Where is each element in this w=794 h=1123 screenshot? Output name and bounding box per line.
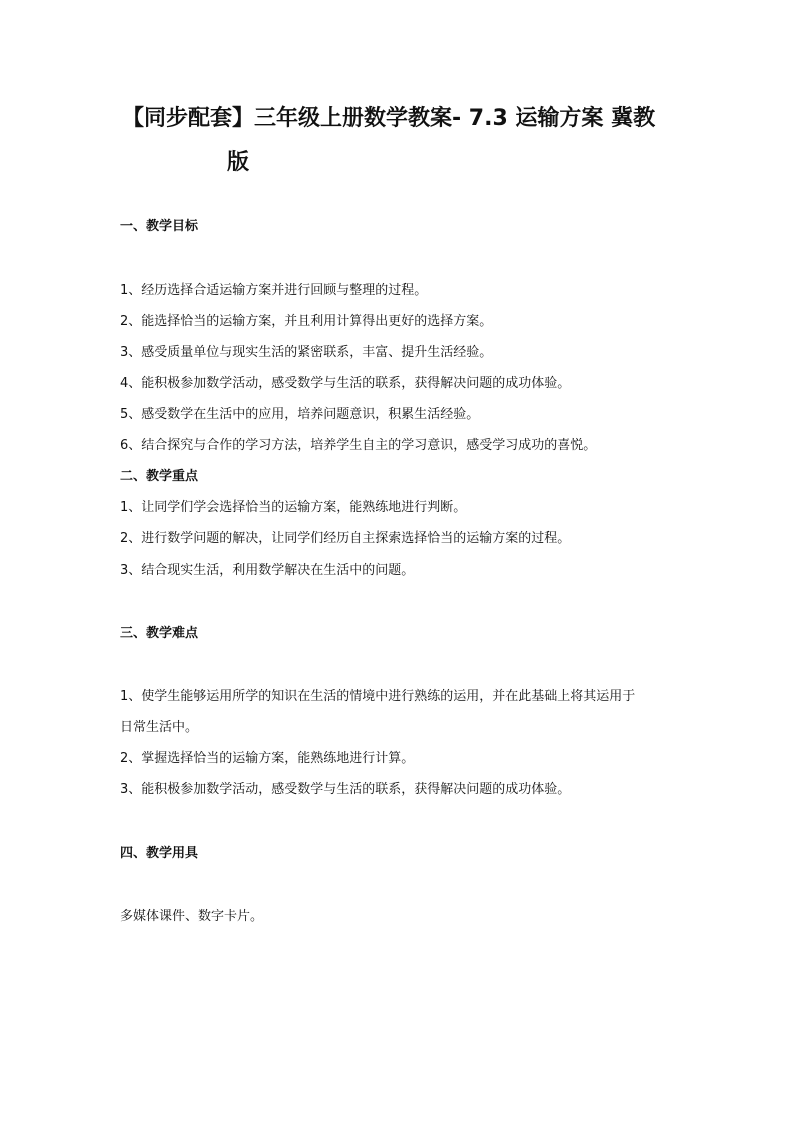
goal-item-5: 5、感受数学在生活中的应用，培养问题意识，积累生活经验。 <box>120 407 480 422</box>
key-point-item-1: 1、让同学们学会选择恰当的运输方案，能熟练地进行判断。 <box>120 500 467 515</box>
document-title: 【同步配套】三年级上册数学教案- 7.3 运输方案 冀教 <box>122 106 656 131</box>
difficulty-item-2: 2、掌握选择恰当的运输方案，能熟练地进行计算。 <box>120 751 415 766</box>
section-heading-tools: 四、教学用具 <box>120 846 199 861</box>
key-point-item-3: 3、结合现实生活，利用数学解决在生活中的问题。 <box>120 563 415 578</box>
difficulty-item-3: 3、能积极参加数学活动，感受数学与生活的联系，获得解决问题的成功体验。 <box>120 782 571 797</box>
goal-item-6: 6、结合探究与合作的学习方法，培养学生自主的学习意识，感受学习成功的喜悦。 <box>120 438 597 453</box>
difficulty-item-1: 1、使学生能够运用所学的知识在生活的情境中进行熟练的运用，并在此基础上将其运用于 <box>120 689 636 704</box>
section-heading-key-points: 二、教学重点 <box>120 469 199 484</box>
difficulty-item-1-continuation: 日常生活中。 <box>120 720 199 735</box>
goal-item-4: 4、能积极参加数学活动，感受数学与生活的联系，获得解决问题的成功体验。 <box>120 376 571 391</box>
section-heading-goals: 一、教学目标 <box>120 219 199 234</box>
key-point-item-2: 2、进行数学问题的解决，让同学们经历自主探索选择恰当的运输方案的过程。 <box>120 531 571 546</box>
goal-item-2: 2、能选择恰当的运输方案，并且利用计算得出更好的选择方案。 <box>120 314 493 329</box>
document-title-continuation: 版 <box>227 150 250 175</box>
goal-item-3: 3、感受质量单位与现实生活的紧密联系，丰富、提升生活经验。 <box>120 345 493 360</box>
tools-item-1: 多媒体课件、数字卡片。 <box>120 909 264 924</box>
goal-item-1: 1、经历选择合适运输方案并进行回顾与整理的过程。 <box>120 283 428 298</box>
section-heading-difficulties: 三、教学难点 <box>120 626 199 641</box>
